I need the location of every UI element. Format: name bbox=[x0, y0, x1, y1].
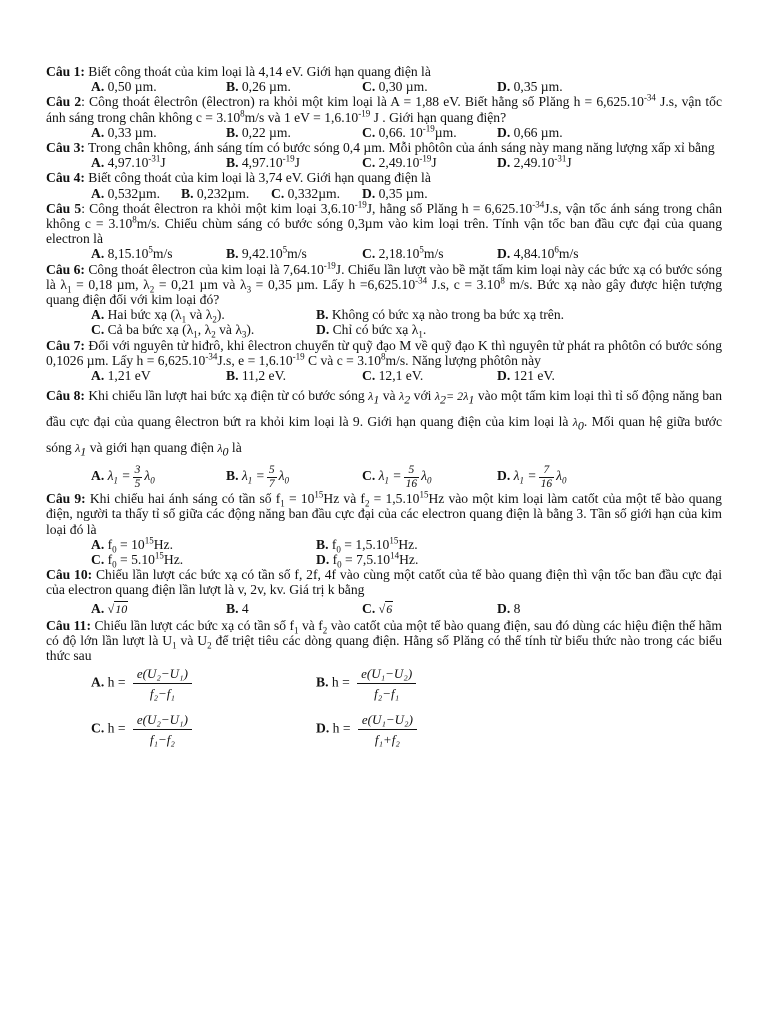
question-8-options bbox=[46, 461, 722, 491]
question-10-options bbox=[46, 598, 722, 618]
option-a[interactable]: A. $\lambda_1$ = $\frac{3}{5}$ $\lambda_0$ bbox=[91, 463, 155, 490]
option-d[interactable]: D. $2,49.10^{-31}J$ bbox=[497, 153, 572, 171]
question-5-options bbox=[46, 246, 722, 261]
question-7-label: Câu 7: bbox=[46, 337, 85, 353]
option-b[interactable]: B. 0,232µm. bbox=[181, 185, 250, 201]
option-d[interactable]: D. 4,84.10$^6$m/s bbox=[497, 244, 579, 262]
question-9: Câu 9: Khi chiếu hai ánh sáng có tần số $f_1 = 10^{15}Hz$ và $f_2 = 1,5.10^{15}Hz$ vào một kim loại làm catốt của một tế bào quang điện, người ta thấy tỉ số giữa các động năng ban đầu cực đại của các electron quang điện là bằng 3. Tần số giới hạn của kim loại đó là A. $f_0 = 10^{15}Hz$. B. $f_0 = 1,5.10^{15}Hz$. C. $f_0 = 5.10^{15}Hz$. D. $f_0 = 7,5.10^{14}Hz$. bbox=[46, 489, 722, 570]
option-c[interactable]: C. √6 bbox=[362, 600, 393, 616]
question-9-options-row2 bbox=[46, 550, 722, 570]
option-c[interactable]: C. 2,18.10$^5$m/s bbox=[362, 244, 444, 262]
option-b[interactable]: B. 0,22 µm. bbox=[226, 124, 291, 140]
option-c[interactable]: C. 0,66. $10^{-19}\mu m$. bbox=[362, 123, 457, 140]
option-b[interactable]: B. Không có bức xạ nào trong ba bức xạ trên. bbox=[316, 307, 565, 323]
question-6-options-row2 bbox=[46, 322, 722, 341]
question-2: Câu 2: Công thoát êlectrôn (êlectron) ra khỏi một kim loại là A = 1,88 eV. Biết hằng số Plăng $h = 6,625.10^{-34}$ J.s, vận tốc ánh sáng trong chân không $c = 3.10^8m/s$ và 1 eV = $1,6.10^{-19}$ J . Giới hạn quang điện? A. 0,33 µm. B. 0,22 µm. C. 0,66. $10^{-19}\mu m$. D. 0,66 µm. bbox=[46, 92, 722, 140]
option-a[interactable]: A. $f_0 = 10^{15}Hz$. bbox=[91, 535, 173, 555]
option-d[interactable]: D. 121 eV. bbox=[497, 367, 555, 383]
question-4-label: Câu 4: bbox=[46, 170, 85, 186]
option-d[interactable]: D. 8 bbox=[497, 600, 521, 616]
option-d[interactable]: D. 0,35 µm. bbox=[497, 79, 563, 95]
question-5: Câu 5: Công thoát êlectron ra khỏi một kim loại $3,6.10^{-19}J$, hằng số Plăng $h = 6,625.10^{-34}J.s$, vận tốc ánh sáng trong chân không $c = 3.10^8m/s$. Chiếu chùm sáng có bước sóng 0,3µm vào kim loại trên. Tính vận tốc ban đầu cực đại của quang electron là A. 8,15.10$^5$m/s B. 9,42.10$^5$m/s C. 2,18.10$^5$m/s D. 4,84.10$^6$m/s bbox=[46, 199, 722, 262]
question-4: Câu 4: Biết công thoát của kim loại là 3,74 eV. Giới hạn quang điện là A. 0,532µm. B. 0,232µm. C. 0,332µm. D. 0,35 µm. bbox=[46, 170, 722, 200]
option-c[interactable]: C. $2,49.10^{-19}J$ bbox=[362, 153, 437, 171]
option-d[interactable]: D. $\lambda_1$ = $\frac{7}{16}$ $\lambda_0$ bbox=[497, 463, 567, 490]
question-2-options bbox=[46, 125, 722, 140]
option-c[interactable]: C. 0,30 µm. bbox=[362, 79, 428, 95]
option-b[interactable]: B. $f_0 = 1,5.10^{15}Hz$. bbox=[316, 535, 418, 555]
question-9-label: Câu 9: bbox=[46, 491, 86, 507]
option-b[interactable]: B. $\lambda_1$ = $\frac{5}{7}$ $\lambda_0$ bbox=[226, 463, 289, 490]
option-c[interactable]: C. 0,332µm. bbox=[271, 185, 341, 201]
option-d[interactable]: D. h = $\frac{\text{e(U₁−U₂)}}{\text{f₁+f₂}}$ bbox=[316, 711, 417, 748]
option-a[interactable]: A. 1,21 eV bbox=[91, 367, 151, 383]
option-b[interactable]: B. 4 bbox=[226, 600, 249, 616]
question-3: Câu 3: Trong chân không, ánh sáng tím có bước sóng 0,4 µm. Mỗi phôtôn của ánh sáng này mang năng lượng xấp xỉ bằng A. $4,97.10^{-31}J$ B. $4,97.10^{-19}J$ C. $2,49.10^{-19}J$ D. $2,49.10^{-31}J$ bbox=[46, 140, 722, 170]
option-c[interactable]: C. $\lambda_1$ = $\frac{5}{16}$ $\lambda_0$ bbox=[362, 463, 432, 490]
question-10-label: Câu 10: bbox=[46, 567, 93, 583]
question-11: Câu 11: Chiếu lần lượt các bức xạ có tần số $f_1$ và $f_2$ vào catốt của một tế bào quang điện, sau đó dùng các hiệu điện thế hãm có độ lớn lần lượt là $U_1$ và $U_2$ để triệt tiêu các dòng quang điện. Hằng số Plăng có thể tính từ biểu thức nào trong các biểu thức sau A. h = $\frac{\text{e(U₂−U₁)}}{\text{f₂−f₁}}$ B. h = $\frac{\text{e(U₁−U₂)}}{\text{f₂−f₁}}$ C. h = $\frac{\text{e(U₂−U₁)}}{\text{f₁−f₂}}$ D. h = $\frac{\text{e(U₁−U₂)}}{\text{f₁+f₂}}$ bbox=[46, 618, 722, 756]
option-d[interactable]: D. 0,66 µm. bbox=[497, 124, 563, 140]
option-a[interactable]: A. 8,15.10$^5$m/s bbox=[91, 244, 173, 262]
question-1 bbox=[46, 64, 722, 94]
question-7-options bbox=[46, 368, 722, 383]
question-7: Câu 7: Đối với nguyên tử hiđrô, khi êlectron chuyển từ quỹ đạo M về quỹ đạo K thì nguyên tử phát ra phôtôn có bước sóng 0,1026 µm. Lấy $h = 6,625.10^{-34}J.s$, $e = 1,6.10^{-19}$ C và $c = 3.10^8m/s$. Năng lượng phôtôn này A. 1,21 eV B. 11,2 eV. C. 12,1 eV. D. 121 eV. bbox=[46, 337, 722, 383]
option-b[interactable]: B. 9,42.10$^5$m/s bbox=[226, 244, 307, 262]
question-1-options bbox=[46, 79, 722, 94]
question-3-options bbox=[46, 155, 722, 170]
question-11-options-row2 bbox=[46, 709, 722, 755]
question-6-label: Câu 6: bbox=[46, 261, 85, 277]
option-c[interactable]: C. $f_0 = 5.10^{15}Hz$. bbox=[91, 550, 184, 570]
question-11-label: Câu 11: bbox=[46, 617, 92, 633]
question-1-label: Câu 1: bbox=[46, 64, 85, 79]
question-6-options-row1 bbox=[46, 307, 722, 325]
question-4-options bbox=[46, 186, 722, 201]
option-c[interactable]: C. Cả ba bức xạ ($\lambda_1$, $\lambda_2$ và $\lambda_3$). bbox=[91, 322, 255, 341]
question-5-label: Câu 5 bbox=[46, 200, 82, 216]
question-10: Câu 10: Chiếu lần lượt các bức xạ có tần số f, 2f, 4f vào cùng một catốt của tế bào quang điện thì vận tốc ban đầu cực đại của electron quang điện lần lượt là v, 2v, kv. Giá trị k bằng A. √10 B. 4 C. √6 D. 8 bbox=[46, 567, 722, 616]
question-9-options-row1 bbox=[46, 535, 722, 555]
option-a[interactable]: A. h = $\frac{\text{e(U₂−U₁)}}{\text{f₂−f₁}}$ bbox=[91, 665, 192, 702]
option-a[interactable]: A. 0,532µm. bbox=[91, 185, 161, 201]
option-c[interactable]: C. h = $\frac{\text{e(U₂−U₁)}}{\text{f₁−f₂}}$ bbox=[91, 711, 192, 748]
option-a[interactable]: A. 0,50 µm. bbox=[91, 79, 157, 95]
option-a[interactable]: A. 0,33 µm. bbox=[91, 124, 157, 140]
option-d[interactable]: D. 0,35 µm. bbox=[362, 185, 428, 201]
question-8: Câu 8: Khi chiếu lần lượt hai bức xạ điện từ có bước sóng $\lambda_1$ và $\lambda_2$ với $\lambda_2= 2\lambda_1$ vào một tấm kim loại thì tỉ số động năng ban đầu cực đại của quang êlectron bứt ra khỏi kim loại là 9. Giới hạn quang điện của kim loại là $\lambda_0$. Mối quan hệ giữa bước sóng $\lambda_1$ và giới hạn quang điện $\lambda_0$ là A. $\lambda_1$ = $\frac{3}{5}$ $\lambda_0$ B. $\lambda_1$ = $\frac{5}{7}$ $\lambda_0$ C. $\lambda_1$ = $\frac{5}{16}$ $\lambda_0$ D. $\lambda_1$ = $\frac{7}{16}$ $\lambda_0$ bbox=[46, 388, 723, 490]
option-a[interactable]: A. √10 bbox=[91, 600, 128, 616]
question-11-options-row1 bbox=[46, 663, 722, 709]
question-6: Câu 6: Công thoát êlectron của kim loại là $7,64.10^{-19}J$. Chiếu lần lượt vào bề mặt tấm kim loại này các bức xạ có bước sóng là $\lambda_1 = 0,18$ µm, $\lambda_2 = 0,21$ µm và $\lambda_3 = 0,35$ µm. Lấy $h =6,625.10^{-34}$ J.s, $c = 3.10^8$ m/s. Bức xạ nào gây được hiện tượng quang điện đối với kim loại đó? A. Hai bức xạ ($\lambda_1$ và $\lambda_2$). B. Không có bức xạ nào trong ba bức xạ trên. C. Cả ba bức xạ ($\lambda_1$, $\lambda_2$ và $\lambda_3$). D. Chỉ có bức xạ $\lambda_1$. bbox=[46, 260, 723, 341]
option-d[interactable]: D. Chỉ có bức xạ $\lambda_1$. bbox=[316, 322, 427, 341]
question-3-label: Câu 3: bbox=[46, 139, 85, 155]
option-b[interactable]: B. 11,2 eV. bbox=[226, 367, 287, 383]
question-2-label: Câu 2 bbox=[46, 94, 82, 110]
option-d[interactable]: D. $f_0 = 7,5.10^{14}Hz$. bbox=[316, 550, 419, 570]
option-b[interactable]: B. $4,97.10^{-19}J$ bbox=[226, 153, 300, 171]
option-c[interactable]: C. 12,1 eV. bbox=[362, 367, 424, 383]
option-a[interactable]: A. $4,97.10^{-31}J$ bbox=[91, 153, 166, 171]
question-1-text: Biết công thoát của kim loại là 4,14 eV. Giới hạn quang điện là bbox=[84, 64, 431, 79]
question-8-label: Câu 8: bbox=[46, 388, 85, 404]
option-a[interactable]: A. Hai bức xạ ($\lambda_1$ và $\lambda_2$). bbox=[91, 307, 225, 325]
option-b[interactable]: B. 0,26 µm. bbox=[226, 79, 291, 95]
option-b[interactable]: B. h = $\frac{\text{e(U₁−U₂)}}{\text{f₂−f₁}}$ bbox=[316, 665, 416, 702]
